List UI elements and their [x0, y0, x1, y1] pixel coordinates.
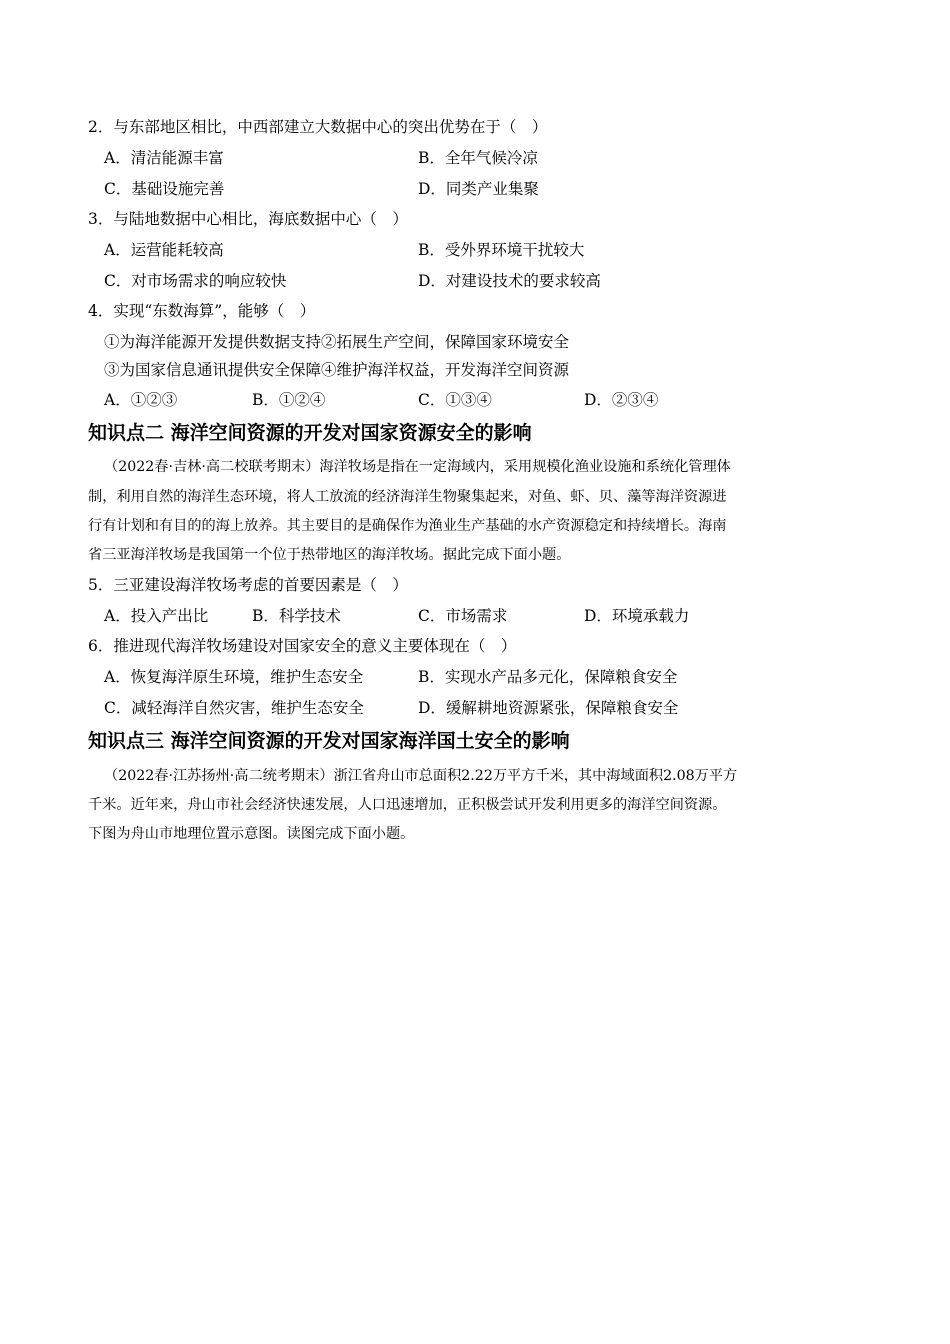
section-3-passage-line: （2022春·江苏扬州·高二统考期末）浙江省舟山市总面积2.22万平方千米，其中海域面积2.08万平方: [104, 768, 738, 784]
question-2-option-d: D．同类产业集聚: [418, 180, 539, 198]
question-5-option-d: D．环境承载力: [584, 607, 690, 625]
question-4-option-a: A．①②③: [104, 391, 178, 409]
question-4-statement-line-2: ③为国家信息通讯提供安全保障④维护海洋权益，开发海洋空间资源: [104, 361, 570, 379]
question-5-option-b: B．科学技术: [252, 607, 341, 625]
question-3-option-c: C．对市场需求的响应较快: [104, 272, 287, 290]
question-2-option-b: B．全年气候冷凉: [418, 149, 538, 167]
section-2-passage-line: 行有计划和有目的的海上放养。其主要目的是确保作为渔业生产基础的水产资源稳定和持续增长。海南: [88, 518, 727, 534]
question-6-option-d: D．缓解耕地资源紧张，保障粮食安全: [418, 699, 679, 717]
question-3-stem: 3．与陆地数据中心相比，海底数据中心（ ）: [88, 210, 408, 228]
section-2-passage-line: 制，利用自然的海洋生态环境，将人工放流的经济海洋生物聚集起来，对鱼、虾、贝、藻等海洋资源进: [88, 489, 727, 505]
question-3-option-d: D．对建设技术的要求较高: [418, 272, 601, 290]
question-5-option-a: A．投入产出比: [104, 607, 209, 625]
question-5-stem: 5．三亚建设海洋牧场考虑的首要因素是（ ）: [88, 576, 408, 594]
question-6-option-b: B．实现水产品多元化，保障粮食安全: [418, 668, 678, 686]
question-4-option-c: C．①③④: [418, 391, 492, 409]
question-2-stem: 2．与东部地区相比，中西部建立大数据中心的突出优势在于（ ）: [88, 118, 548, 136]
section-2-heading: 知识点二 海洋空间资源的开发对国家资源安全的影响: [88, 422, 532, 444]
section-3-passage-line: 下图为舟山市地理位置示意图。读图完成下面小题。: [88, 826, 415, 842]
question-3-option-b: B．受外界环境干扰较大: [418, 241, 585, 259]
section-3-heading: 知识点三 海洋空间资源的开发对国家海洋国土安全的影响: [88, 730, 570, 752]
question-5-option-c: C．市场需求: [418, 607, 508, 625]
question-6-stem: 6．推进现代海洋牧场建设对国家安全的意义主要体现在（ ）: [88, 637, 517, 655]
question-4-option-d: D．②③④: [584, 391, 659, 409]
question-3-option-a: A．运营能耗较高: [104, 241, 224, 259]
section-2-passage-line: （2022春·吉林·高二校联考期末）海洋牧场是指在一定海域内，采用规模化渔业设施和系统化管理体: [104, 459, 731, 475]
section-2-passage-line: 省三亚海洋牧场是我国第一个位于热带地区的海洋牧场。据此完成下面小题。: [88, 547, 571, 563]
question-6-option-c: C．减轻海洋自然灾害，维护生态安全: [104, 699, 364, 717]
section-3-passage-line: 千米。近年来，舟山市社会经济快速发展，人口迅速增加，正积极尝试开发利用更多的海洋空间资源。: [88, 797, 727, 813]
question-6-option-a: A．恢复海洋原生环境，维护生态安全: [104, 668, 364, 686]
question-4-statement-line-1: ①为海洋能源开发提供数据支持②拓展生产空间，保障国家环境安全: [104, 333, 570, 351]
question-2-option-a: A．清洁能源丰富: [104, 149, 224, 167]
question-4-stem: 4．实现“东数海算”，能够（ ）: [88, 302, 316, 320]
question-4-option-b: B．①②④: [252, 391, 326, 409]
question-2-option-c: C．基础设施完善: [104, 180, 225, 198]
